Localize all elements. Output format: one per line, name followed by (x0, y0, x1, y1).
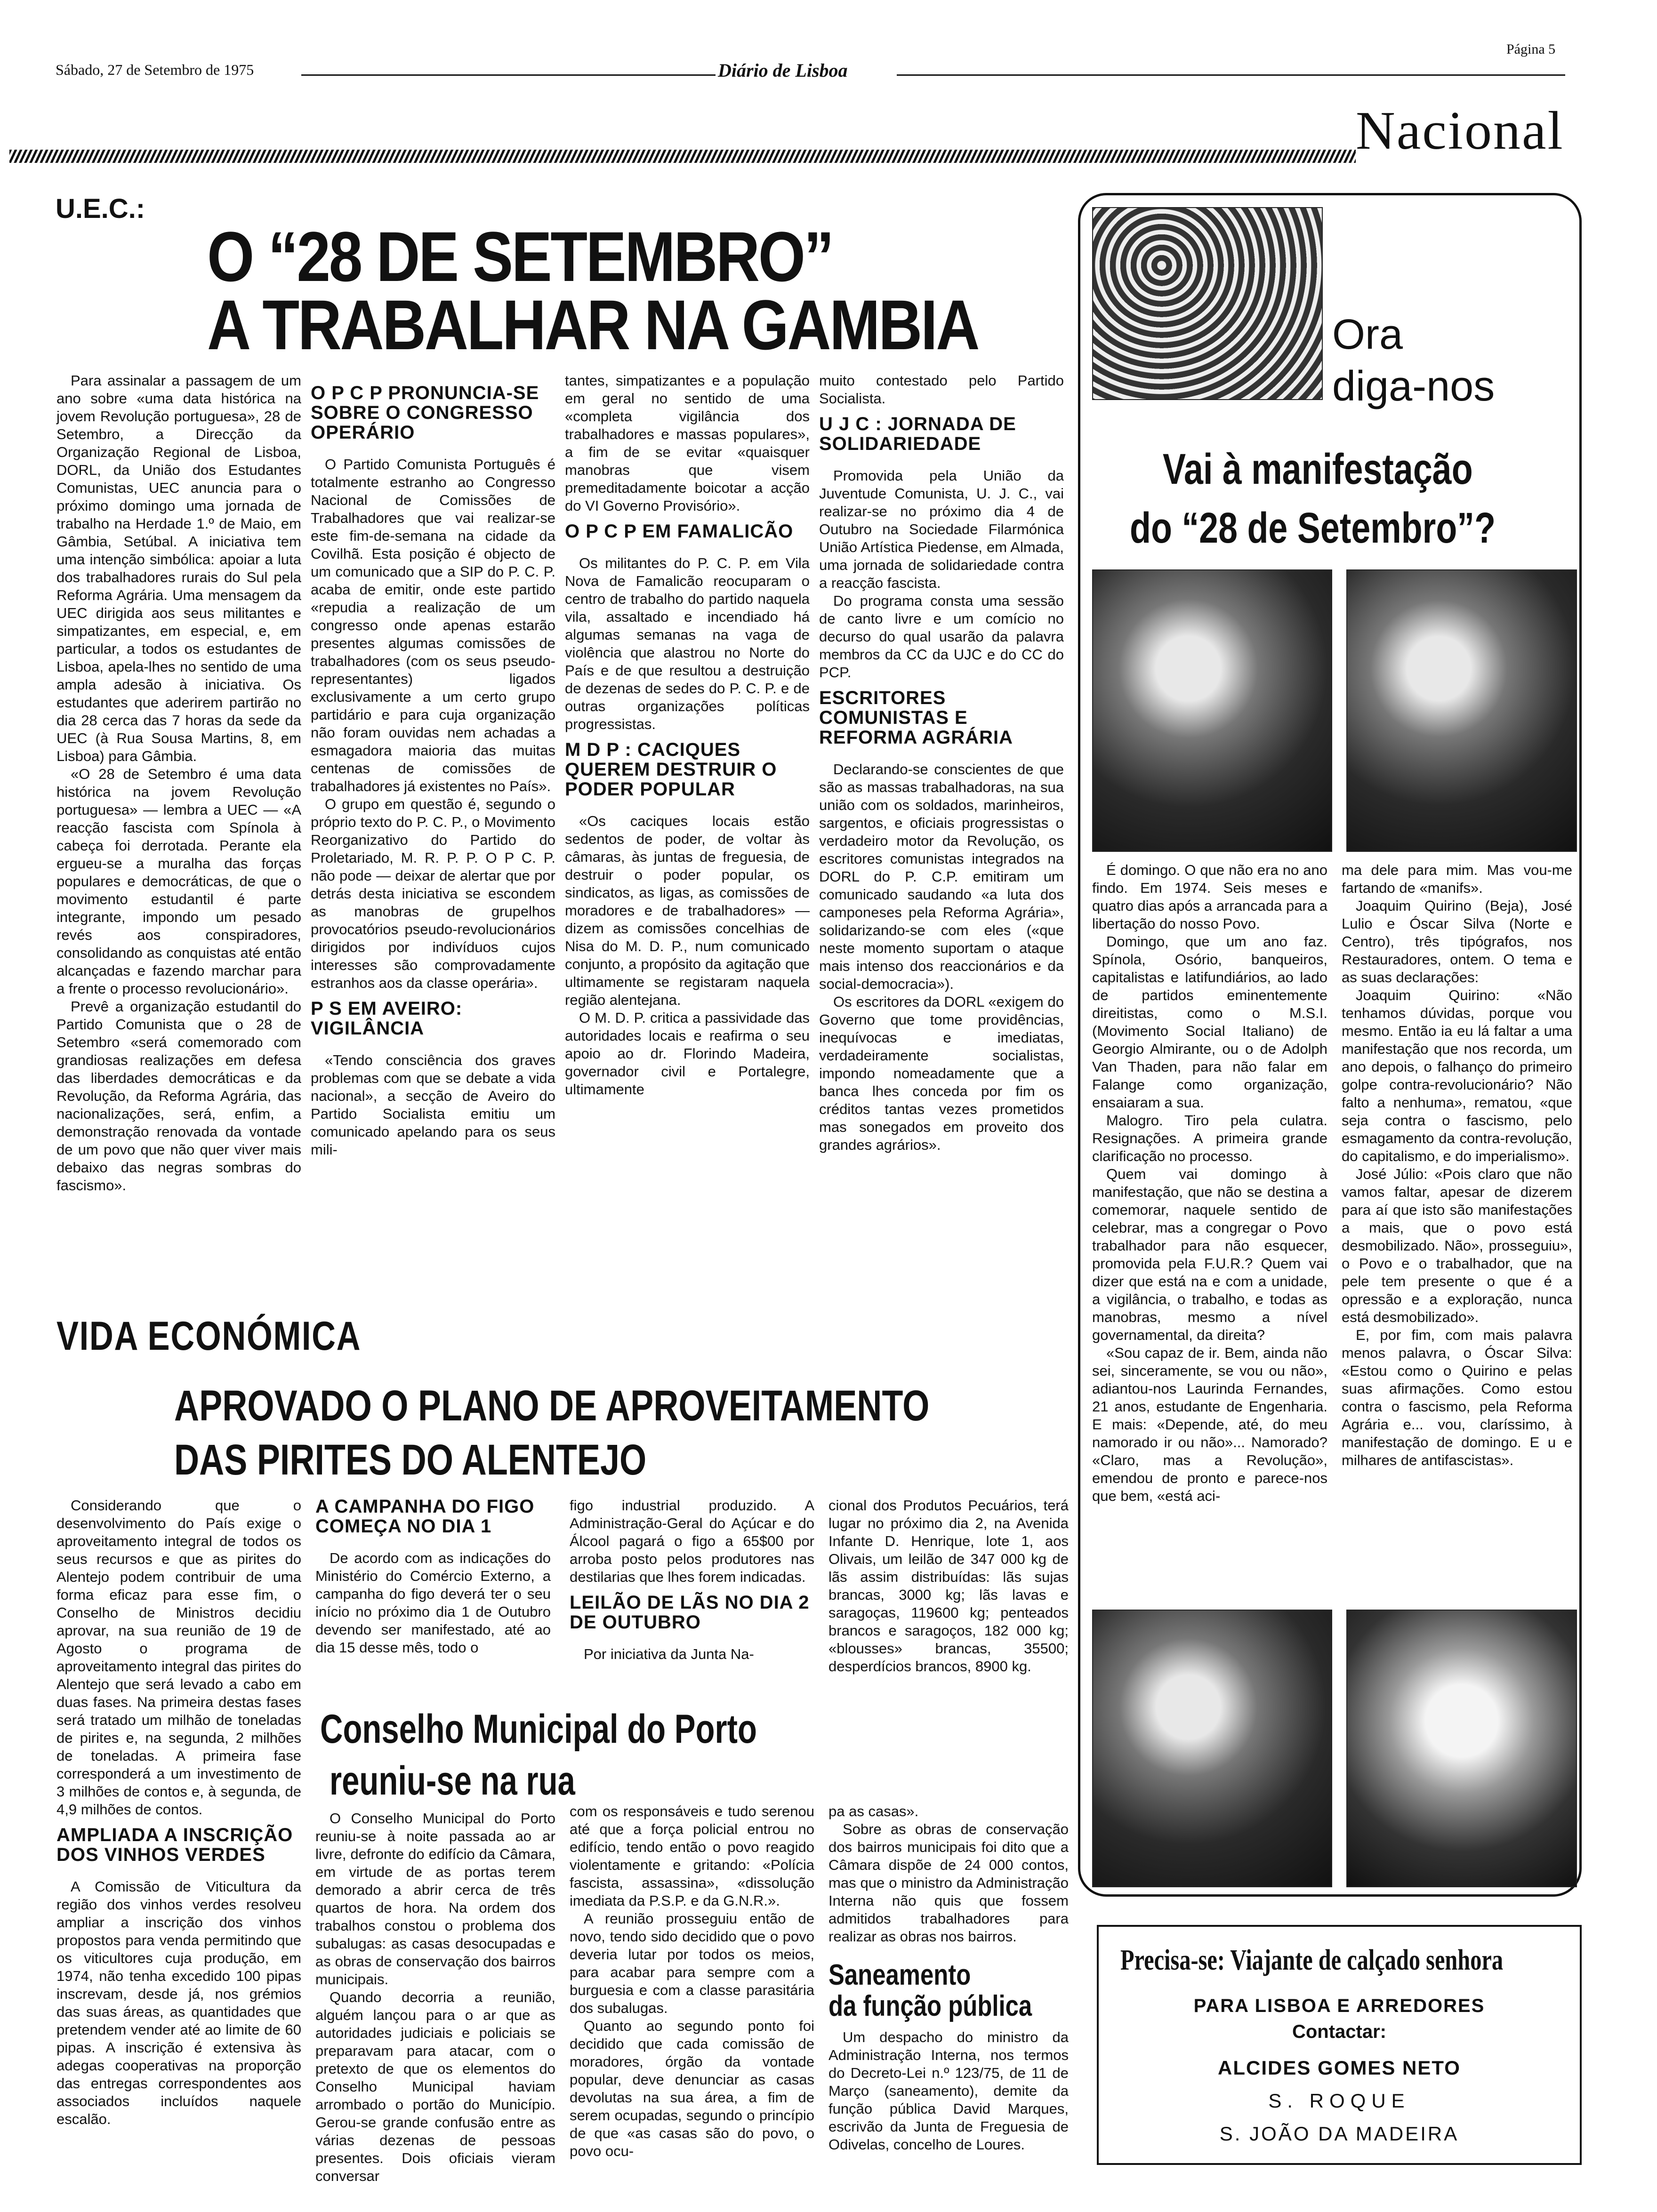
subheading: AMPLIADA A INSCRIÇÃO DOS VINHOS VERDES (56, 1825, 293, 1865)
paragraph: Quando decorria a reunião, alguém lançou para o ar que as autoridades judiciais e policiais se preparavam para atacar, com o pretexto de que os elementos do Conselho Municipal haviam arrombado o portão do Município. Gerou-se grande confusão entre as várias dezenas de pessoas presentes. Dois oficiais vieram conversar (315, 1989, 555, 2184)
porto-headline-1: Conselho Municipal do Porto (320, 1707, 757, 1752)
paragraph: Os militantes do P. C. P. em Vila Nova de Famalicão reocuparam o centro de trabalho do partido naquela vila, assaltado e incendiado há algumas semanas na vaga de violência que alastrou no Norte do País e de que resultou a destruição de dezenas de sedes do P. C. P. e de outras organizações políticas progressistas. (565, 555, 810, 732)
subheading: M D P : CACIQUES QUEREM DESTRUIR O PODER POPULAR (565, 739, 777, 800)
uec-column-2 (311, 377, 555, 1294)
paragraph: O Conselho Municipal do Porto reuniu-se à noite passada ao ar livre, defronte do edifício da Câmara, em virtude de as portas terem demorado a abrir cerca de três quartos de hora. Na ordem dos trabalhos constou o problema dos subalugas: as casas desocupadas e as obras de conservação dos bairros municipais. (315, 1810, 555, 1988)
paragraph: O grupo em questão é, segundo o próprio texto do P. C. P., o Movimento Reorganizativo do Partido do Proletariado, M. R. P. P. O P C. P. não pode — deixar de alertar que por detrás desta iniciativa se escondem as manobras de grupelhos provocatórios pseudo-revolucionários dirigidos por indivíduos cujos interesses são comprovadamente estranhos aos da classe operária». (311, 796, 555, 991)
paragraph: Quem vai domingo à manifestação, que não se destina a comemorar, naquele sentido de celebrar, mas a congregar o Povo trabalhador para não esquecer, promovida pela F.U.R.? Quem vai dizer que está na e com a unidade, a vigilância, o trabalho, e todas as manobras, mesmo a nível governamental, da direita? (1092, 1166, 1327, 1343)
newspaper-name: Diário de Lisboa (718, 60, 848, 81)
paragraph: E, por fim, com mais palavra menos palavra, o Óscar Silva: «Estou como o Quirino e pelas suas afirmações. Como estou contra o fascismo, pela Reforma Agrária e... vou, claríssimo, à manifestação de domingo. E u e milhares de antifascistas». (1342, 1327, 1572, 1468)
paragraph: O M. D. P. critica a passividade das autoridades locais e reafirma o seu apoio ao dr. Florindo Madeira, governador civil e Portalegre, ultimamente (565, 1010, 810, 1098)
page-number: Página 5 (1506, 41, 1556, 57)
ad-line-4: S. ROQUE (1268, 2090, 1410, 2112)
ad-line-3: ALCIDES GOMES NETO (1218, 2057, 1461, 2079)
portrait-photo-2 (1346, 569, 1577, 852)
paragraph: «Tendo consciência dos graves problemas com que se debate a vida nacional», a secção de Aveiro do Partido Socialista emitiu um comunicado apelando para os seus mili- (311, 1052, 555, 1158)
section-hatch (9, 150, 1356, 163)
paragraph: A Comissão de Viticultura da região dos vinhos verdes resolveu ampliar a inscrição dos vinhos propostos para venda permitindo que os viticultores cuja produção, em 1974, não tenha excedido 100 pipas inscrevam, desde já, nos grémios das suas áreas, as quantidades que pretendem vender até ao limite de 60 pipas. A inscrição é extensiva às adegas cooperativas na proporção das entregas correspondentes aos associados incluídos naquele escalão. (56, 1878, 301, 2127)
paragraph: com os responsáveis e tudo serenou até que a força policial entrou no edifício, tendo então o povo reagido violentamente e gritando: «Polícia fascista, assassina», «dissolução imediata da P.S.P. e da G.N.R.». (570, 1803, 814, 1909)
uec-column-3 (565, 372, 810, 1294)
sanitation-headline-2: da função pública (828, 1990, 1032, 2022)
portrait-photo-1 (1092, 569, 1332, 852)
economy-column-3 (570, 1497, 814, 1694)
subheading: O P C P PRONUNCIA-SE SOBRE O CONGRESSO OPERÁRIO (311, 383, 539, 443)
headline-line-2: A TRABALHAR NA GAMBIA (207, 285, 979, 364)
subheading: P S EM AVEIRO: VIGILÂNCIA (311, 998, 463, 1039)
economy-headline-2: DAS PIRITES DO ALENTEJO (174, 1436, 647, 1484)
economy-column-4 (828, 1497, 1069, 1694)
economy-column-1 (56, 1497, 301, 2165)
uec-column-1 (56, 372, 301, 1294)
issue-date: Sábado, 27 de Setembro de 1975 (56, 61, 254, 78)
ad-line-5: S. JOÃO DA MADEIRA (1219, 2123, 1459, 2145)
box-title-2: diga-nos (1332, 363, 1495, 410)
paragraph: Declarando-se conscientes de que são as massas trabalhadoras, na sua união com os soldados, marinheiros, sargentos, e oficiais progressistas o verdadeiro motor da Revolução, os escritores comunistas integrados na DORL do P. C.P. emitiram um comunicado saudando «a luta dos camponeses pela Reforma Agrária», solidarizando-se com eles («que neste momento suportam o ataque mais intenso dos reaccionários e da social-democracia»). (819, 761, 1064, 992)
paragraph: Domingo, que um ano faz. Spínola, Osório, banqueiros, capitalistas e latifundiários, ao lado de partidos eminentemente direitistas, como o M.S.I. (Movimento Social Italiano) de Georgio Almirante, ou o de Adolph Van Thaden, para não falar em Falange como organização, ensaiaram a sua. (1092, 933, 1327, 1111)
portrait-photo-4 (1346, 1610, 1577, 1887)
paragraph: Os escritores da DORL «exigem do Governo que tome providências, inequívocas e imediatas, verdadeiramente socialistas, impondo nomeadamente que a banca lhes conceda por fim os créditos tantas vezes prometidos mas sonegados em proveito dos grandes agrários». (819, 994, 1064, 1153)
paragraph: «Sou capaz de ir. Bem, ainda não sei, sinceramente, se vou ou não», adiantou-nos Laurinda Fernandes, 21 anos, estudante de Engenharia. E mais: «Depende, até, do meu namorado ir ou não»... Namorado? «Claro, mas a Revolução», emendou de pronto e parece-nos que bem, «está aci- (1092, 1345, 1327, 1504)
porto-column-2 (570, 1803, 814, 2165)
porto-headline-2: reuniu-se na rua (330, 1758, 575, 1803)
paragraph: Joaquim Quirino: «Não tenhamos dúvidas, porque vou mesmo. Então ia eu lá faltar a uma manifestação que nos recorda, um ano depois, o falhanço do primeiro golpe contra-revolucionário? Não falto a nenhuma», rematou, «que seja contra o fascismo, pelo esmagamento da contra-revolução, do capitalismo, e do imperialismo». (1342, 987, 1572, 1164)
paragraph: Malogro. Tiro pela culatra. Resignações. A primeira grande clarificação no processo. (1092, 1112, 1327, 1164)
subheading: LEILÃO DE LÃS NO DIA 2 DE OUTUBRO (570, 1592, 810, 1633)
headline-line-1: O “28 DE SETEMBRO” (207, 217, 833, 296)
subheading: O P C P EM FAMALICÃO (565, 521, 794, 542)
paragraph: Por iniciativa da Junta Na- (584, 1646, 754, 1662)
portrait-photo-3 (1092, 1610, 1332, 1887)
ad-line-2: Contactar: (1292, 2021, 1387, 2042)
paragraph: Promovida pela União da Juventude Comunista, U. J. C., vai realizar-se no próximo dia 4 de Outubro na Sociedade Filarmónica União Artística Piedense, em Almada, uma jornada de solidariedade contra a reacção fascista. (819, 467, 1064, 591)
uec-column-4 (819, 372, 1064, 1294)
story-kicker: U.E.C.: (56, 193, 145, 224)
masthead-rule-right (897, 74, 1565, 76)
paragraph: Considerando que o desenvolvimento do País exige o aproveitamento integral de todos os seus recursos e que as pirites do Alentejo podem contribuir de uma forma eficaz para esse fim, o Conselho de Ministros decidiu aprovar, na sua reunião de 19 de Agosto o programa de aproveitamento integral das pirites do Alentejo que será levado a cabo em duas fases. Na primeira destas fases será tratado um milhão de toneladas de pirites e, na segunda, 2 milhões de toneladas. A primeira fase corresponderá a um investimento de 3 milhões de contos e, à segunda, de 4,9 milhões de contos. (56, 1497, 301, 1818)
paragraph: Para assinalar a passagem de um ano sobre «uma data histórica na jovem Revolução portuguesa», 28 de Setembro, a Direcção da Organização Regional de Lisboa, DORL, da União dos Estudantes Comunistas, UEC anuncia para o próximo domingo uma jornada de trabalho na Herdade 1.º de Maio, em Gâmbia, Setúbal. A iniciativa tem uma intenção simbólica: apoiar a luta dos trabalhadores rurais do Sul pela Reforma Agrária. Uma mensagem da UEC dirigida aos seus militantes e simpatizantes, em especial, e, em particular, a todos os estudantes de Lisboa, apela-lhes no sentido de uma ampla adesão à iniciativa. Os estudantes que aderirem partirão no dia 28 cerca das 7 horas da sede da UEC (à Rua Sousa Martins, 8, em Lisboa) para Gâmbia. (56, 372, 301, 764)
paragraph: O Partido Comunista Português é totalmente estranho ao Congresso Nacional de Comissões de Trabalhadores que vai realizar-se este fim-de-semana na cidade da Covilhã. Esta posição é objecto de um comunicado que a SIP do P. C. P. acaba de emitir, onde este partido «repudia a realização de um congresso onde apenas estarão presentes algumas comissões de trabalhadores (com os seus pseudo-representantes) ligados exclusivamente a um certo grupo partidário e para cuja organização não foram ouvidas nem achadas a esmagadora maioria das muitas centenas de comissões de trabalhadores já existentes no País». (311, 456, 555, 794)
subheading: U J C : JORNADA DE SOLIDARIEDADE (819, 414, 1016, 454)
box-question-1: Vai à manifestação (1163, 445, 1473, 493)
paragraph: Do programa consta uma sessão de canto livre e um comício no decurso do qual usarão da palavra membros da CC da UJC e do CC do PCP. (819, 593, 1064, 681)
paragraph: Sobre as obras de conservação dos bairros municipais foi dito que a Câmara dispõe de 24 000 contos, mas que o ministro da Administração Interna não quis que fossem admitidos trabalhadores para realizar as obras nos bairros. (828, 1821, 1069, 1945)
ad-title: Precisa-se: Viajante de calçado senhora (1120, 1944, 1504, 1976)
box-column-1 (1092, 861, 1327, 1558)
paragraph: Um despacho do ministro da Administração Interna, nos termos do Decreto-Lei n.º 123/75, de 11 de Março (saneamento), demite da função pública David Marques, escrivão da Junta de Freguesia de Odivelas, concelho de Loures. (828, 2029, 1069, 2153)
paragraph: «Os caciques locais estão sedentos de poder, de voltar às câmaras, às juntas de freguesia, de destruir o poder popular, os sindicatos, as ligas, as comissões de moradores e de trabalhadores» — dizem as comissões concelhias de Nisa do M. D. P., num comunicado conjunto, a propósito da agitação que ultimamente se registaram naquela região alentejana. (565, 813, 810, 1008)
economy-headline-1: APROVADO O PLANO DE APROVEITAMENTO (174, 1382, 930, 1430)
paragraph: figo industrial produzido. A Administração-Geral do Açúcar e do Álcool pagará o figo a 65$00 por arroba posto pelos produtores nas destilarias que lhes forem indicadas. (570, 1497, 814, 1585)
paragraph: É domingo. O que não era no ano findo. Em 1974. Seis meses e quatro dias após a arrancada para a libertação do nosso Povo. (1092, 862, 1327, 932)
box-title-1: Ora (1332, 311, 1403, 358)
paragraph: muito contestado pelo Partido Socialista. (819, 372, 1064, 407)
economy-section-title: VIDA ECONÓMICA (56, 1314, 362, 1359)
masthead-rule-left (301, 74, 716, 76)
paragraph: Joaquim Quirino (Beja), José Lulio e Óscar Silva (Norte e Centro), três tipógrafos, nos Restauradores, ontem. O tema e as suas declarações: (1342, 898, 1572, 986)
sanitation-headline-1: Saneamento (828, 1959, 971, 1991)
paragraph: cional dos Produtos Pecuários, terá lugar no próximo dia 2, na Avenida Infante D. Henrique, lote 1, aos Olivais, um leilão de 347 000 kg de lãs assim distribuídas: lãs sujas brancas, 3000 kg; lãs lavas e saragoças, 119600 kg; penteados brancos e saragoços, 182 000 kg; «blousses» brancas, 35500; desperdícios brancos, 8900 kg. (828, 1497, 1069, 1675)
subheading: A CAMPANHA DO FIGO COMEÇA NO DIA 1 (315, 1496, 535, 1537)
crowd-photo (1092, 207, 1323, 400)
paragraph: De acordo com as indicações do Ministério do Comércio Externo, a campanha do figo deverá ter o seu início no próximo dia 1 de Outubro devendo ser manifestado, até ao dia 15 desse mês, todo o (315, 1550, 551, 1656)
box-column-2 (1342, 861, 1572, 1558)
box-question-2: do “28 de Setembro”? (1130, 504, 1496, 552)
ad-line-1: PARA LISBOA E ARREDORES (1193, 1996, 1485, 2016)
economy-column-2 (315, 1497, 551, 1694)
paragraph: tantes, simpatizantes e a população em geral no sentido de uma «completa vigilância dos trabalhadores e massas populares», a fim de se evitar «quaisquer manobras que visem premeditadamente boicotar a acção do VI Governo Provisório». (565, 372, 810, 514)
paragraph: Quanto ao segundo ponto foi decidido que cada comissão de moradores, órgão da vontade popular, deve denunciar as casas devolutas na sua área, a fim de serem ocupadas, segundo o princípio de que «as casas são do povo, o povo ocu- (570, 2018, 814, 2159)
paragraph: Prevê a organização estudantil do Partido Comunista que o 28 de Setembro «será comemorado com grandiosas realizações em defesa das liberdades democráticas e da Revolução, da Reforma Agrária, das nacionalizações, será, enfim, a demonstração renovada da vontade de um povo que não quer viver mais debaixo das negras sombras do fascismo». (56, 998, 301, 1194)
paragraph: ma dele para mim. Mas vou-me fartando de «manifs». (1342, 862, 1572, 896)
paragraph: «O 28 de Setembro é uma data histórica na jovem Revolução portuguesa» — lembra a UEC — «A reacção fascista com Spínola à cabeça foi derrotada. Perante ela ergueu-se a muralha das forças populares e democráticas, de que o movimento estudantil é parte integrante, impondo um pesado revés aos conspiradores, consolidando as conquistas até então alcançadas e fazendo marchar para a frente o processo revolucionário». (56, 766, 301, 997)
paragraph: pa as casas». (828, 1803, 919, 1819)
subheading: ESCRITORES COMUNISTAS E REFORMA AGRÁRIA (819, 688, 1014, 748)
paragraph: A reunião prosseguiu então de novo, tendo sido decidido que o povo deveria lutar por todos os meios, para acabar para sempre com a burguesia e com a classe parasitária dos subalugas. (570, 1910, 814, 2016)
porto-column-3 (828, 1803, 1069, 2165)
paragraph: José Júlio: «Pois claro que não vamos faltar, apesar de dizerem para aí que isto são manifestações a mais, que o povo está desmobilizado. Não», prosseguiu», o Povo e o trabalhador, que na pele tem presente o que é a opressão e a exploração, nunca está desmobilizado». (1342, 1166, 1572, 1325)
section-title: Nacional (1356, 101, 1564, 161)
porto-column-1 (315, 1810, 555, 2184)
